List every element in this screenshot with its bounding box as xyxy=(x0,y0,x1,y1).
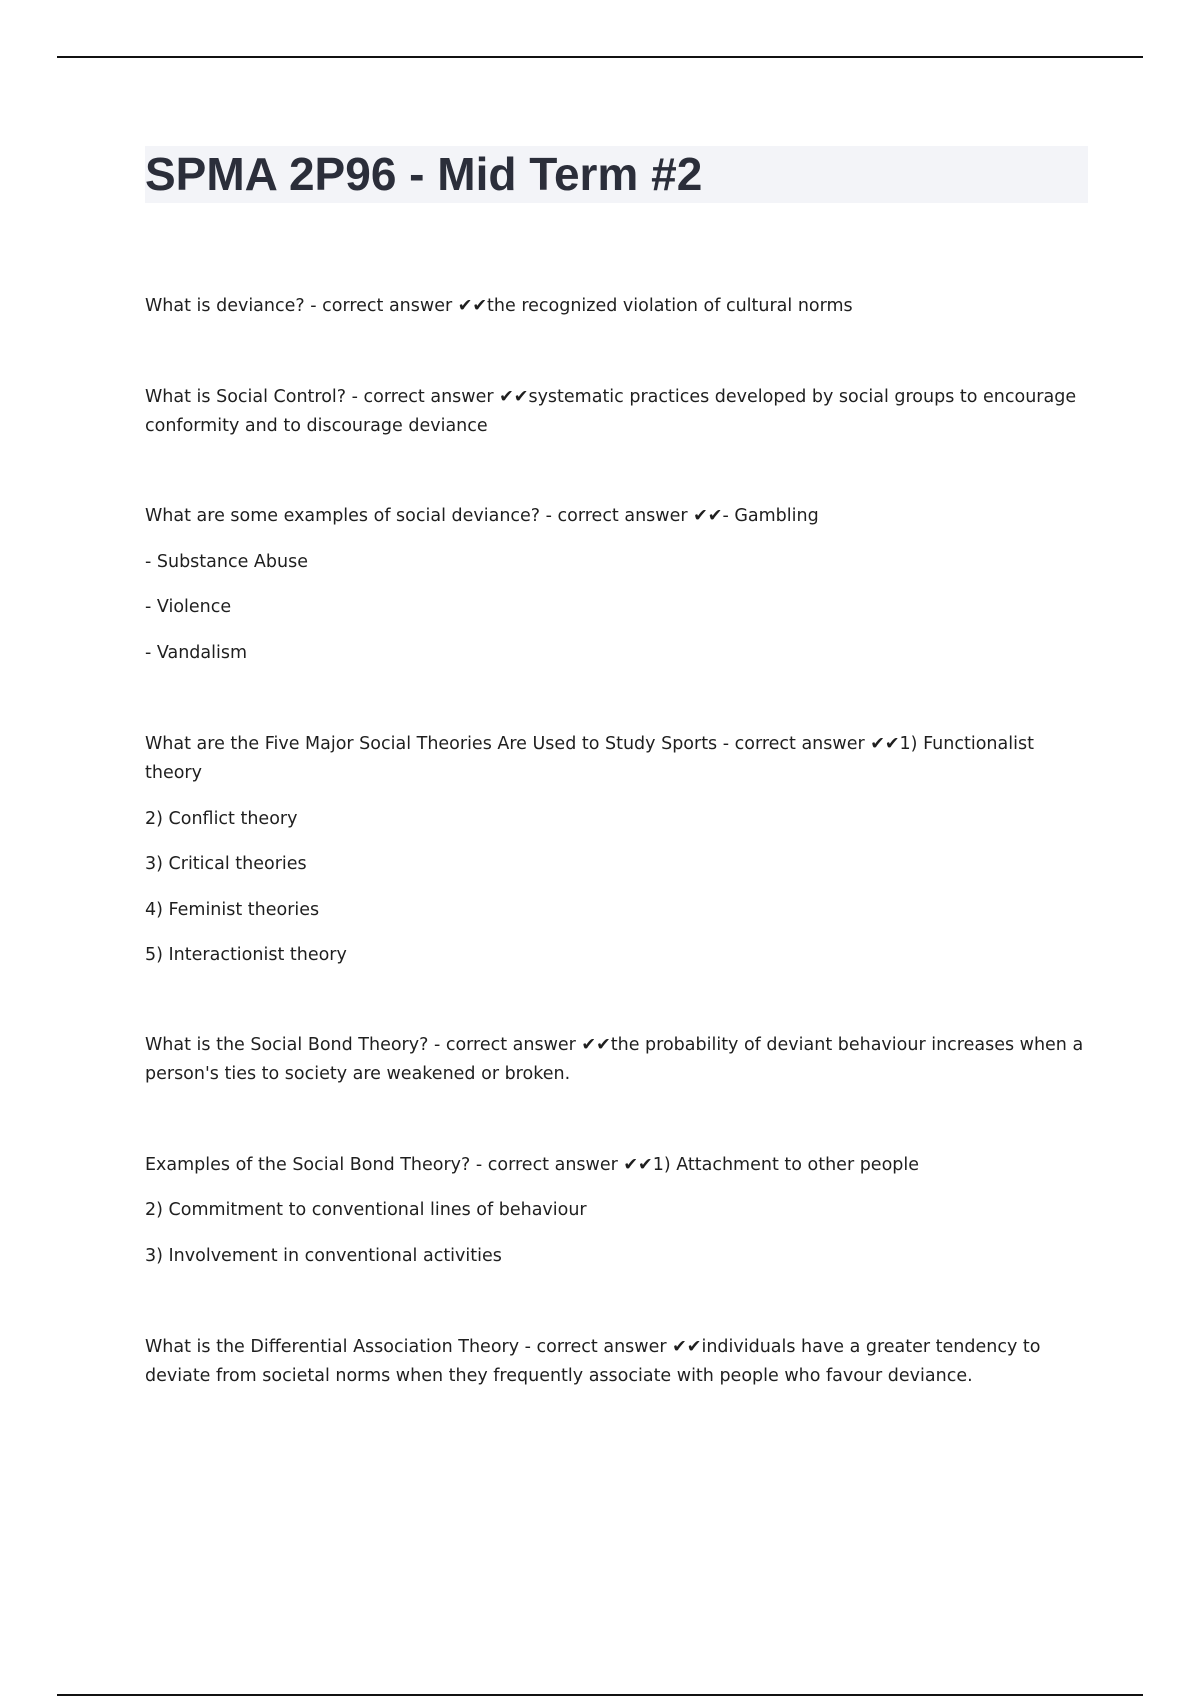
list-item: 4) Feminist theories xyxy=(145,900,320,920)
list-item: - Substance Abuse xyxy=(145,552,308,572)
list-item: 2) Conflict theory xyxy=(145,809,298,829)
qa-question: Examples of the Social Bond Theory? - correct answer ✔✔1) Attachment to other people xyxy=(145,1155,920,1175)
qa-block-deviance-examples xyxy=(145,502,1090,668)
qa-block-five-theories xyxy=(145,730,1090,970)
qa-block-social-bond xyxy=(145,1031,1090,1089)
bottom-rule xyxy=(57,1694,1143,1696)
list-item: 2) Commitment to conventional lines of behaviour xyxy=(145,1200,587,1220)
qa-block-deviance xyxy=(145,292,1090,321)
list-item: 3) Critical theories xyxy=(145,854,307,874)
list-item: 3) Involvement in conventional activities xyxy=(145,1246,502,1266)
qa-block-social-control xyxy=(145,383,1090,441)
list-item: - Violence xyxy=(145,597,232,617)
qa-question: What is deviance? - correct answer ✔✔the recognized violation of cultural norms xyxy=(145,296,853,316)
qa-block-differential-association xyxy=(145,1333,1090,1391)
qa-block-social-bond-examples xyxy=(145,1151,1090,1271)
list-item: - Vandalism xyxy=(145,643,248,663)
list-item: 5) Interactionist theory xyxy=(145,945,347,965)
qa-question: What is Social Control? - correct answer ✔✔systematic practices developed by social groups to encourage conformity and to discourage deviance xyxy=(145,387,1077,436)
qa-question: What is the Differential Association Theory - correct answer ✔✔individuals have a greater tendency to deviate from societal norms when they frequently associate with people who favour deviance. xyxy=(145,1337,1041,1386)
qa-question: What is the Social Bond Theory? - correct answer ✔✔the probability of deviant behaviour increases when a person's ties to society are weakened or broken. xyxy=(145,1035,1084,1084)
top-rule xyxy=(57,56,1143,58)
qa-question: What are some examples of social deviance? - correct answer ✔✔- Gambling xyxy=(145,506,819,526)
document-title: SPMA 2P96 - Mid Term #2 xyxy=(145,148,703,200)
qa-question: What are the Five Major Social Theories Are Used to Study Sports - correct answer ✔✔1) Functionalist theory xyxy=(145,734,1034,783)
